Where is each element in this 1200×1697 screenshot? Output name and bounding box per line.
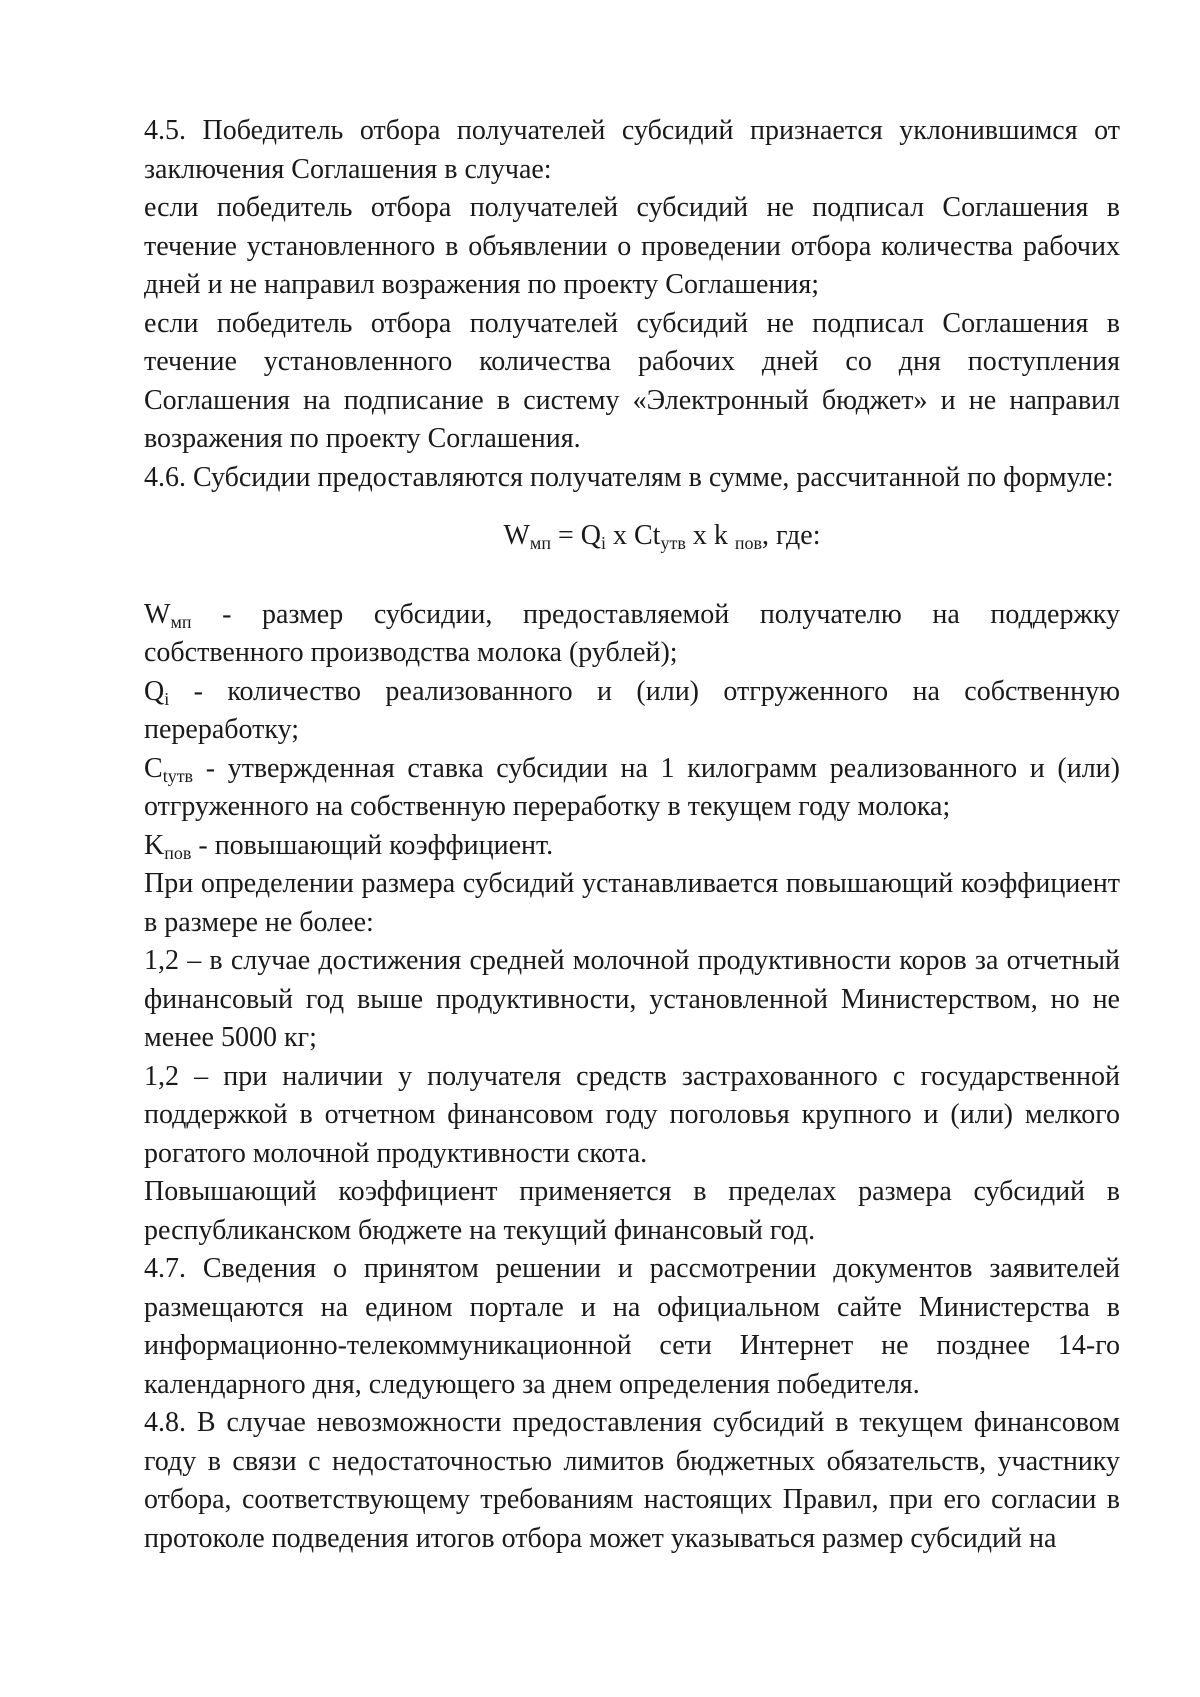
formula-w-subscript: мп	[529, 533, 551, 553]
paragraph-coefficient-intro: При определении размера субсидий устанавливается повышающий коэффициент в размере не более:	[144, 868, 1120, 938]
definition-w-symbol: W	[144, 598, 171, 630]
definition-w-text: - размер субсидии, предоставляемой получателю на поддержку собственного производства молока (рублей);	[144, 598, 1120, 668]
definition-q	[144, 673, 1120, 750]
definition-k-text: - повышающий коэффициент.	[191, 829, 554, 861]
definition-w-subscript: мп	[170, 611, 192, 632]
definition-k-symbol: K	[144, 829, 165, 861]
formula-tail: , где:	[761, 520, 821, 551]
definition-k	[144, 827, 1120, 866]
definition-q-symbol: Q	[144, 675, 165, 707]
paragraph-4-7: 4.7. Сведения о принятом решении и рассмотрении документов заявителей размещаются на едином портале и на официальном сайте Министерства в информационно-телекоммуникационной сети Интернет не позднее 14-го календарного дня, следующего за днем определения победителя.	[144, 1253, 1120, 1400]
definition-k-subscript: пов	[164, 842, 192, 863]
formula-x-k: x k	[685, 520, 735, 551]
definition-c	[144, 750, 1120, 827]
definition-q-text: - количество реализованного и (или) отгруженного на собственную переработку;	[144, 675, 1120, 745]
subsidy-formula	[144, 497, 1120, 596]
paragraph-4-6: 4.6. Субсидии предоставляются получателям в сумме, рассчитанной по формуле:	[144, 461, 1114, 493]
formula-q-subscript: i	[600, 533, 606, 553]
document-page	[144, 112, 1120, 1558]
formula-k-subscript: пов	[734, 533, 762, 553]
formula-body	[443, 520, 820, 551]
definition-c-subscript: tутв	[162, 765, 194, 786]
paragraph-coefficient-limit: Повышающий коэффициент применяется в пределах размера субсидий в республиканском бюджете на текущий финансовый год.	[144, 1176, 1120, 1246]
paragraph-4-5-case-2: если победитель отбора получателей субсидий не подписал Соглашения в течение установленного количества рабочих дней со дня поступления Соглашения на подписание в систему «Электронный бюджет» и не направил возражения по проекту Соглашения.	[144, 307, 1120, 454]
definition-c-symbol: C	[144, 752, 163, 784]
paragraph-coefficient-1: 1,2 – в случае достижения средней молочной продуктивности коров за отчетный финансовый год выше продуктивности, установленной Министерством, но не менее 5000 кг;	[144, 945, 1120, 1053]
paragraph-4-8: 4.8. В случае невозможности предоставления субсидий в текущем финансовом году в связи с недостаточностью лимитов бюджетных обязательств, участнику отбора, соответствующему требованиям настоящих Правил, при его согласии в протоколе подведения итогов отбора может указываться размер субсидий на	[144, 1407, 1120, 1554]
paragraph-4-5-case-1: если победитель отбора получателей субсидий не подписал Соглашения в течение установленного в объявлении о проведении отбора количества рабочих дней и не направил возражения по проекту Соглашения;	[144, 192, 1120, 300]
definition-q-subscript: i	[164, 688, 170, 709]
paragraph-coefficient-2: 1,2 – при наличии у получателя средств застрахованного с государственной поддержкой в отчетном финансовом году поголовья крупного и (или) мелкого рогатого молочной продуктивности скота.	[144, 1060, 1120, 1169]
formula-x-ct: x Ct	[605, 520, 661, 551]
formula-w: W	[503, 520, 530, 551]
paragraph-4-5-intro: 4.5. Победитель отбора получателей субсидий признается уклонившимся от заключения Соглашения в случае:	[144, 115, 1120, 185]
definition-c-text: - утвержденная ставка субсидии на 1 килограмм реализованного и (или) отгруженного на собственную переработку в текущем году молока;	[144, 752, 1120, 822]
formula-ct-subscript: утв	[660, 533, 686, 553]
formula-eq-q: = Q	[550, 520, 601, 551]
definition-w	[144, 596, 1120, 673]
